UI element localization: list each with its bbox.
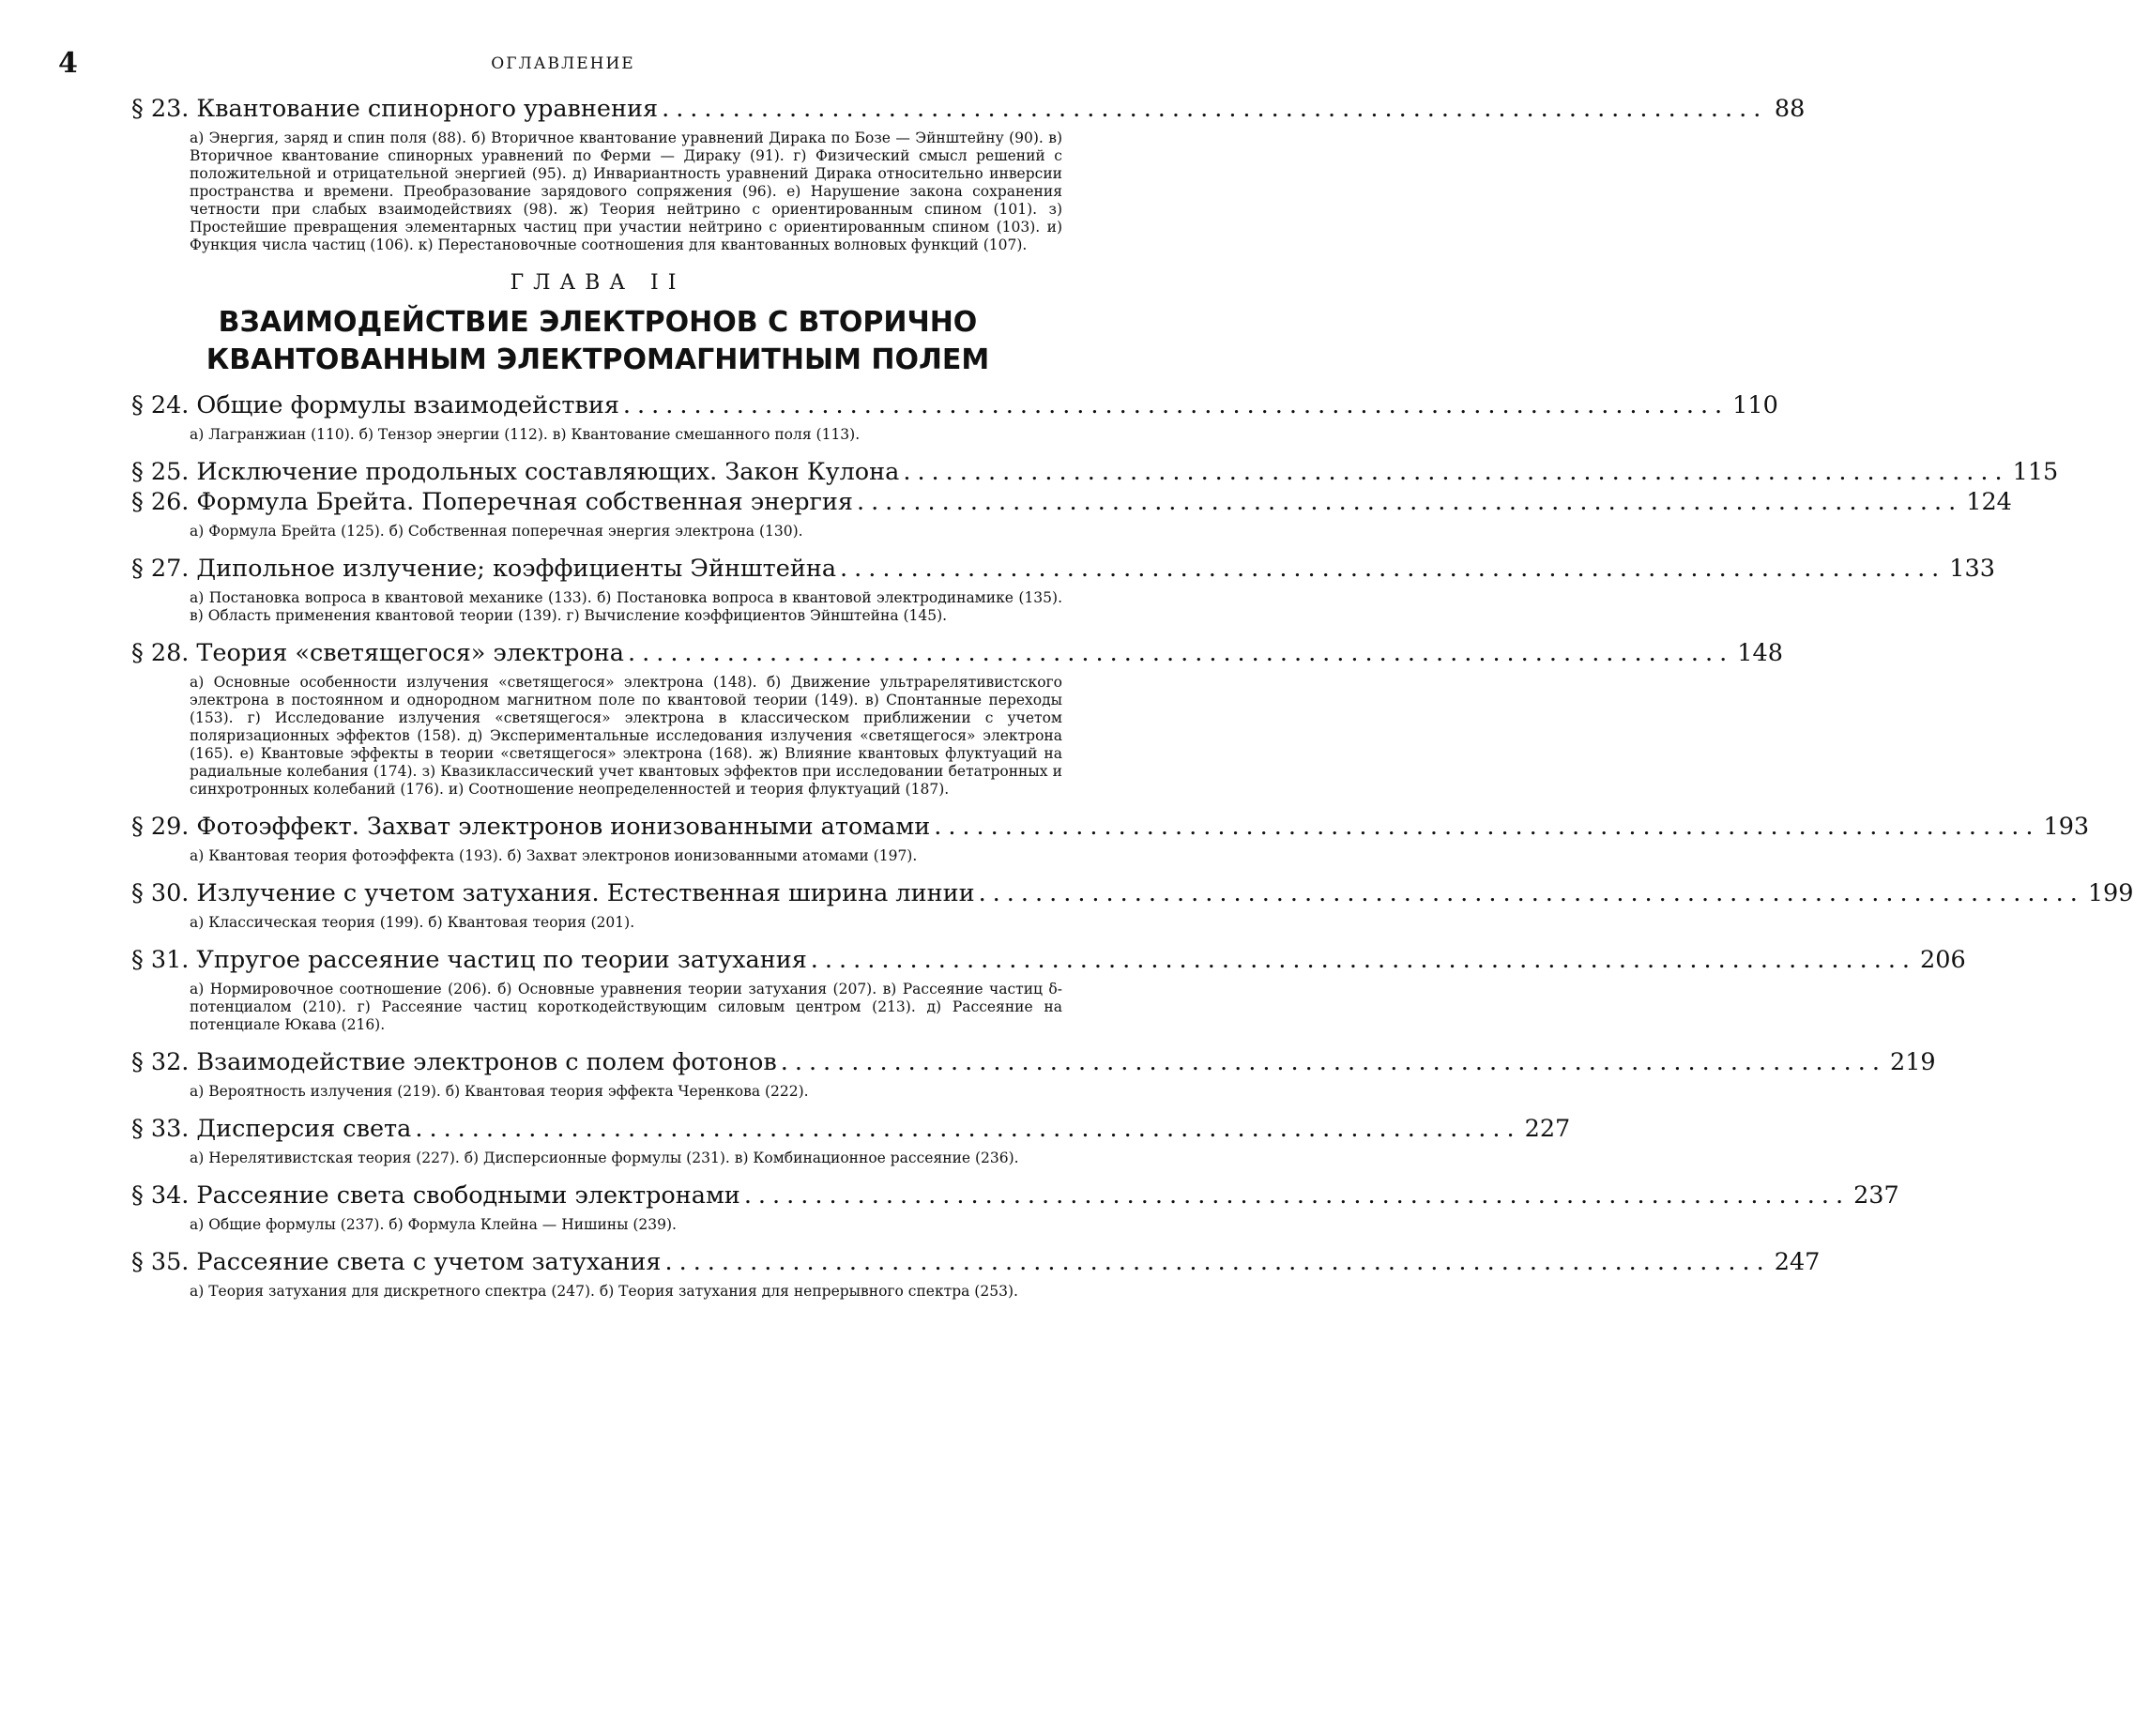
subsection-list: а) Вероятность излучения (219). б) Квантовая теория эффекта Черенкова (222). [190,1083,809,1100]
section-title: Дисперсия света [196,1115,412,1143]
section-heading-line [131,638,1783,668]
section-title: Излучение с учетом затухания. Естественная ширина линии [196,879,975,907]
subsection-list: а) Нормировочное соотношение (206). б) Основные уравнения теории затухания (207). в) Рассеяние частиц δ-потенциалом (210). г) Рассеяние частиц короткодействующим силовым центром (213). д) Рассеяние на потенциале Юкава (216). [190,981,1062,1033]
section-title: Квантование спинорного уравнения [196,95,659,123]
toc-entry-30 [131,878,2134,932]
section-heading-line [131,457,2059,487]
section-heading-line [131,390,1778,420]
section-page: 88 [1774,95,1806,123]
toc-entry-34 [131,1180,1899,1234]
chapter-title [133,304,1062,379]
toc-entry-31 [131,945,1966,1034]
section-number: § 35. [131,1248,190,1276]
toc-entry-23 [131,94,1806,254]
toc-entry-24 [131,390,1778,444]
section-title: Дипольное излучение; коэффициенты Эйнштейна [196,555,837,583]
section-title: Рассеяние света с учетом затухания [196,1248,662,1276]
section-number: § 26. [131,488,190,516]
dot-leader: .............................................................................. [780,1048,1886,1076]
section-page: 247 [1774,1248,1821,1276]
section-title: Исключение продольных составляющих. Закон Кулона [196,458,900,486]
section-page: 237 [1853,1181,1899,1210]
section-page: 148 [1737,639,1783,667]
section-heading-line [131,94,1806,124]
subsection-list: а) Лагранжиан (110). б) Тензор энергии (112). в) Квантование смешанного поля (113). [190,426,861,443]
section-page: 206 [1920,946,1966,974]
dot-leader: .............................................................................. [903,458,2009,486]
toc-entry-29 [131,812,2090,865]
section-heading-line [131,487,2012,517]
section-heading-line [131,812,2090,842]
section-page: 227 [1524,1115,1571,1143]
dot-leader: .............................................................................. [856,488,1963,516]
section-number: § 25. [131,458,190,486]
subsection-list: а) Теория затухания для дискретного спектра (247). б) Теория затухания для непрерывного спектра (253). [190,1283,1018,1300]
dot-leader: .............................................................................. [662,95,1768,123]
section-number: § 30. [131,879,190,907]
section-number: § 24. [131,391,190,419]
dot-leader: .............................................................................. [743,1181,1851,1210]
dot-leader: .............................................................................. [810,946,1917,974]
section-heading-line [131,945,1966,975]
dot-leader: .............................................................................. [664,1248,1771,1276]
section-heading-line [131,1247,1821,1277]
running-title: ОГЛАВЛЕНИЕ [491,54,635,73]
section-number: § 27. [131,555,190,583]
subsection-list: а) Квантовая теория фотоэффекта (193). б) Захват электронов ионизованными атомами (197). [190,847,918,864]
section-number: § 31. [131,946,190,974]
chapter-title-line: ВЗАИМОДЕЙСТВИЕ ЭЛЕКТРОНОВ С ВТОРИЧНО [218,306,978,339]
section-title: Теория «светящегося» электрона [196,639,624,667]
subsection-list: а) Формула Брейта (125). б) Собственная поперечная энергия электрона (130). [190,523,803,540]
dot-leader: .............................................................................. [934,813,2040,841]
page-number: 4 [58,47,78,80]
section-page: 115 [2012,458,2059,486]
subsection-list: а) Общие формулы (237). б) Формула Клейна — Нишины (239). [190,1216,677,1233]
section-title: Общие формулы взаимодействия [196,391,619,419]
section-title: Взаимодействие электронов с полем фотонов [196,1048,777,1076]
section-page: 110 [1732,391,1778,419]
toc-entry-25 [131,457,2059,487]
dot-leader: .............................................................................. [840,555,1946,583]
toc-entry-33 [131,1114,1571,1167]
subsection-list: а) Классическая теория (199). б) Квантовая теория (201). [190,914,635,931]
toc-entry-26 [131,487,2012,541]
section-page: 124 [1966,488,2012,516]
dot-leader: .............................................................................. [978,879,2084,907]
section-page: 219 [1889,1048,1936,1076]
subsection-list: а) Постановка вопроса в квантовой механике (133). б) Постановка вопроса в квантовой электродинамике (135). в) Область применения квантовой теории (139). г) Вычисление коэффициентов Эйнштейна (145). [190,589,1062,624]
section-number: § 34. [131,1181,190,1210]
toc-entry-27 [131,554,1995,625]
section-title: Формула Брейта. Поперечная собственная энергия [196,488,853,516]
subsection-list: а) Нерелятивистская теория (227). б) Дисперсионные формулы (231). в) Комбинационное рассеяние (236). [190,1150,1019,1166]
section-number: § 28. [131,639,190,667]
section-heading-line [131,1047,1936,1077]
section-title: Фотоэффект. Захват электронов ионизованными атомами [196,813,931,841]
chapter-title-line: КВАНТОВАННЫМ ЭЛЕКТРОМАГНИТНЫМ ПОЛЕМ [206,343,990,376]
section-number: § 29. [131,813,190,841]
section-heading-line [131,1114,1571,1144]
chapter-label: ГЛАВА II [510,271,686,295]
section-heading-line [131,1180,1899,1211]
section-page: 199 [2087,879,2134,907]
subsection-list: а) Энергия, заряд и спин поля (88). б) Вторичное квантование уравнений Дирака по Бозе — Эйнштейну (90). в) Вторичное квантование спинорных уравнений по Ферми — Дираку (91). г) Физический смысл решений с положительной и отрицательной энергией (95). д) Инвариантность уравнений Дирака относительно инверсии пространства и времени. Преобразование зарядового сопряжения (96). е) Нарушение закона сохранения четности при слабых взаимодействиях (98). ж) Теория нейтрино с ориентированным спином (101). з) Простейшие превращения элементарных частиц при участии нейтрино с ориентированным спином (103). и) Функция числа частиц (106). к) Перестановочные соотношения для квантованных волновых функций (107). [190,129,1062,253]
section-number: § 32. [131,1048,190,1076]
section-page: 133 [1949,555,1995,583]
toc-entry-32 [131,1047,1936,1101]
section-title: Упругое рассеяние частиц по теории затухания [196,946,807,974]
section-heading-line [131,878,2134,908]
table-of-contents [131,94,2134,1301]
toc-entry-28 [131,638,1783,799]
section-heading-line [131,554,1995,584]
dot-leader: .............................................................................. [415,1115,1521,1143]
section-number: § 33. [131,1115,190,1143]
dot-leader: .............................................................................. [622,391,1730,419]
section-number: § 23. [131,95,190,123]
toc-entry-35 [131,1247,1821,1301]
section-title: Рассеяние света свободными электронами [196,1181,740,1210]
section-page: 193 [2043,813,2090,841]
dot-leader: .............................................................................. [628,639,1734,667]
subsection-list: а) Основные особенности излучения «светящегося» электрона (148). б) Движение ультрарелятивистского электрона в постоянном и однородном магнитном поле по квантовой теории (149). в) Спонтанные переходы (153). г) Исследование излучения «светящегося» электрона в классическом приближении с учетом поляризационных эффектов (158). д) Экспериментальные исследования излучения «светящегося» электрона (165). е) Квантовые эффекты в теории «светящегося» электрона (168). ж) Влияние квантовых флуктуаций на радиальные колебания (174). з) Квазиклассический учет квантовых эффектов при исследовании бетатронных и синхротронных колебаний (176). и) Соотношение неопределенностей и теория флуктуаций (187). [190,674,1062,798]
